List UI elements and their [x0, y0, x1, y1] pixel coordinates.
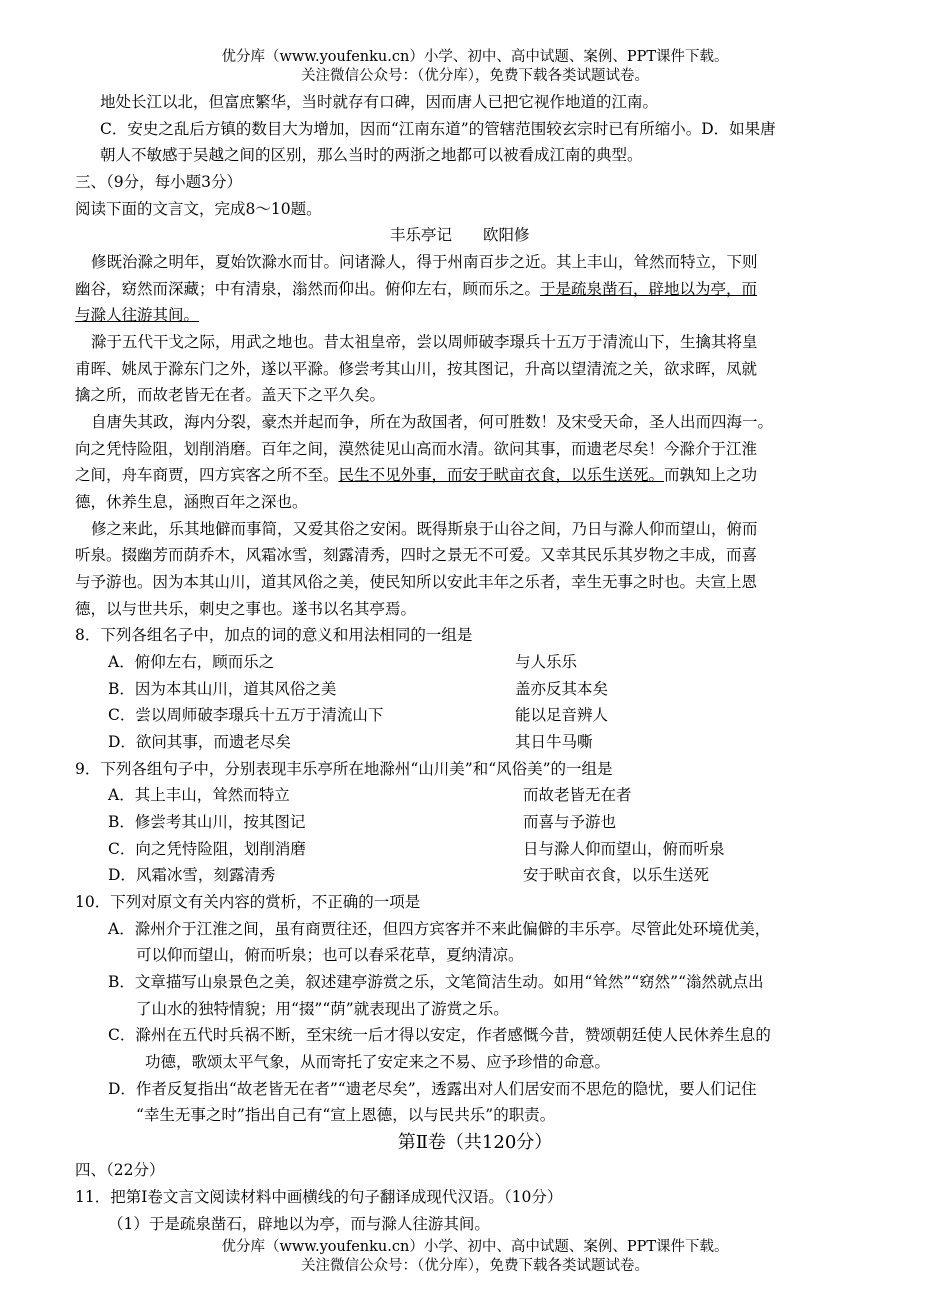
q9-stem: 9．下列各组句子中，分别表现丰乐亭所在地滁州“山川美”和“风俗美”的一组是 [75, 760, 613, 778]
passage-p1-text: 幽谷，窈然而深藏；中有清泉，滃然而仰出。俯仰左右，顾而乐之。 [75, 280, 541, 298]
q11-item-1: （1）于是疏泉凿石，辟地以为亭，而与滁人往游其间。 [108, 1215, 490, 1233]
q10-stem: 10．下列对原文有关内容的赏析，不正确的一项是 [75, 893, 421, 911]
q8-option-b-left: B．因为本其山川，道其风俗之美 [108, 680, 337, 698]
q10-option-c-line-2: 功德，歌颂太平气象，从而寄托了安定来之不易、应予珍惜的命意。 [145, 1053, 611, 1071]
q8-option-b-right: 盖亦反其本矣 [515, 680, 609, 698]
passage-p4-line-3: 与予游也。因为本其山川，道其风俗之美，使民知所以安此丰年之乐者，幸生无事之时也。夫宣上恩 [75, 573, 758, 591]
passage-p4-line-4: 德，以与世共乐，刺史之事也。遂书以名其亭焉。 [75, 600, 417, 618]
q9-option-a-right: 而故老皆无在者 [523, 786, 632, 804]
q8-option-a-left: A．俯仰左右，顾而乐之 [108, 653, 275, 671]
part2-title: 第Ⅱ卷（共120分） [397, 1132, 553, 1153]
q10-option-b-line-2: 了山水的独特情貌；用“掇”“荫”就表现出了游赏之乐。 [136, 1000, 509, 1018]
passage-p3-line-2: 向之凭恃险阻，划削消磨。百年之间，漠然徒见山高而水清。欲问其事，而遗老尽矣！今滁介于江淮 [75, 440, 758, 458]
q9-option-c-right: 日与滁人仰而望山，俯而听泉 [523, 840, 725, 858]
section3-instruction: 阅读下面的文言文，完成8～10题。 [75, 200, 322, 218]
footer-line-2: 关注微信公众号：（优分库），免费下载各类试题试卷。 [301, 1258, 649, 1274]
q10-option-b-line-1: B．文章描写山泉景色之美，叙述建亭游赏之乐，文笔简洁生动。如用“耸然”“窈然”“滃然就点出 [108, 973, 764, 991]
q10-option-a-line-2: 可以仰而望山，俯而听泉；也可以春采花草，夏纳清凉。 [136, 946, 524, 964]
underlined-sentence-2: 民生不见外事，而安于畎亩衣食，以乐生送死。 [338, 466, 665, 484]
passage-p2-line-3: 擒之所，而故老皆无在者。盖天下之平久矣。 [75, 386, 386, 404]
q10-option-c-line-1: C．滁州在五代时兵祸不断，至宋统一后才得以安定，作者感慨今昔，赞颂朝廷使人民休养生息的 [108, 1026, 771, 1044]
q8-option-d-left: D．欲问其事，而遗老尽矣 [108, 733, 291, 751]
q8-option-d-right: 其日牛马嘶 [515, 733, 593, 751]
section4-heading: 四、（22分） [75, 1161, 165, 1179]
q9-option-b-left: B．修尝考其山川，按其图记 [108, 813, 306, 831]
q9-option-a-left: A．其上丰山，耸然而特立 [108, 786, 290, 804]
passage-p1-line-3 [75, 302, 199, 328]
q8-stem: 8．下列各组名子中，加点的词的意义和用法相同的一组是 [75, 626, 473, 644]
passage-p4-line-1: 修之来此，乐其地僻而事简，又爱其俗之安闲。既得斯泉于山谷之间，乃日与滁人仰而望山，俯而 [91, 520, 758, 538]
q9-option-b-right: 而喜与予游也 [523, 813, 617, 831]
q10-option-d-line-1: D．作者反复指出“故老皆无在者”“遗老尽矣”，透露出对人们居安而不思危的隐忧，要人们记住 [108, 1080, 757, 1098]
q8-option-c-left: C．尝以周师破李璟兵十五万于清流山下 [108, 706, 384, 724]
q11-stem: 11．把第Ⅰ卷文言文阅读材料中画横线的句子翻译成现代汉语。（10分） [75, 1188, 563, 1206]
passage-p1-line-1: 修既治滁之明年，夏始饮滁水而甘。问诸滁人，得于州南百步之近。其上丰山，耸然而特立，下则 [91, 253, 758, 271]
passage-p3-text-end: 而孰知上之功 [664, 466, 758, 484]
footer-line-1: 优分库（www.youfenku.cn）小学、初中、高中试题、案例、PPT课件下载。 [221, 1239, 729, 1255]
q9-option-d-right: 安于畎亩衣食，以乐生送死 [523, 866, 710, 884]
passage-p3-text: 之间，舟车商贾，四方宾客之所不至。 [75, 466, 339, 484]
passage-p1-line-2 [75, 276, 757, 302]
passage-p2-line-1: 滁于五代干戈之际，用武之地也。昔太祖皇帝，尝以周师破李璟兵十五万于清流山下，生擒其将皇 [91, 333, 758, 351]
underlined-sentence-1a: 于是疏泉凿石，辟地以为亭，而 [540, 280, 758, 298]
passage-p3-line-1: 自唐失其政，海内分裂，豪杰并起而争，所在为敌国者，何可胜数！及宋受天命，圣人出而四海一。 [91, 413, 774, 431]
passage-title: 丰乐亭记 欧阳修 [390, 226, 530, 244]
header-line-2: 关注微信公众号：（优分库），免费下载各类试题试卷。 [301, 68, 649, 84]
q9-option-d-left: D．风霜冰雪，刻露清秀 [108, 866, 276, 884]
passage-p3-line-3 [75, 462, 757, 488]
q9-option-c-left: C．向之凭恃险阻，划削消磨 [108, 840, 306, 858]
passage-p3-line-4: 德，休养生息，涵煦百年之深也。 [75, 493, 308, 511]
passage-p4-line-2: 听泉。掇幽芳而荫乔木，风霜冰雪，刻露清秀，四时之景无不可爱。又幸其民乐其岁物之丰成，而喜 [75, 546, 758, 564]
header-line-1: 优分库（www.youfenku.cn）小学、初中、高中试题、案例、PPT课件下载。 [221, 49, 729, 65]
q10-option-d-line-2: “幸生无事之时”指出自己有“宣上恩德，以与民共乐”的职责。 [136, 1106, 556, 1124]
section3-heading: 三、（9分，每小题3分） [75, 173, 242, 191]
passage-p2-line-2: 甫晖、姚凤于滁东门之外，遂以平滁。修尝考其山川，按其图记，升高以望清流之关，欲求晖，凤就 [75, 360, 758, 378]
carryover-line-3: 朝人不敏感于吴越之间的区别，那么当时的两浙之地都可以被看成江南的典型。 [100, 146, 643, 164]
underlined-sentence-1b: 与滁人往游其间。 [75, 306, 200, 324]
carryover-line-2: C．安史之乱后方镇的数目大为增加，因而“江南东道”的管辖范围较玄宗时已有所缩小。D．如果唐 [100, 120, 776, 138]
q8-option-a-right: 与人乐乐 [515, 653, 578, 671]
carryover-line-1: 地处长江以北，但富庶繁华，当时就存有口碑，因而唐人已把它视作地道的江南。 [100, 93, 659, 111]
q8-option-c-right: 能以足音辨人 [515, 706, 609, 724]
q10-option-a-line-1: A．滁州介于江淮之间，虽有商贾往还，但四方宾客并不来此偏僻的丰乐亭。尽管此处环境优美， [108, 920, 771, 938]
